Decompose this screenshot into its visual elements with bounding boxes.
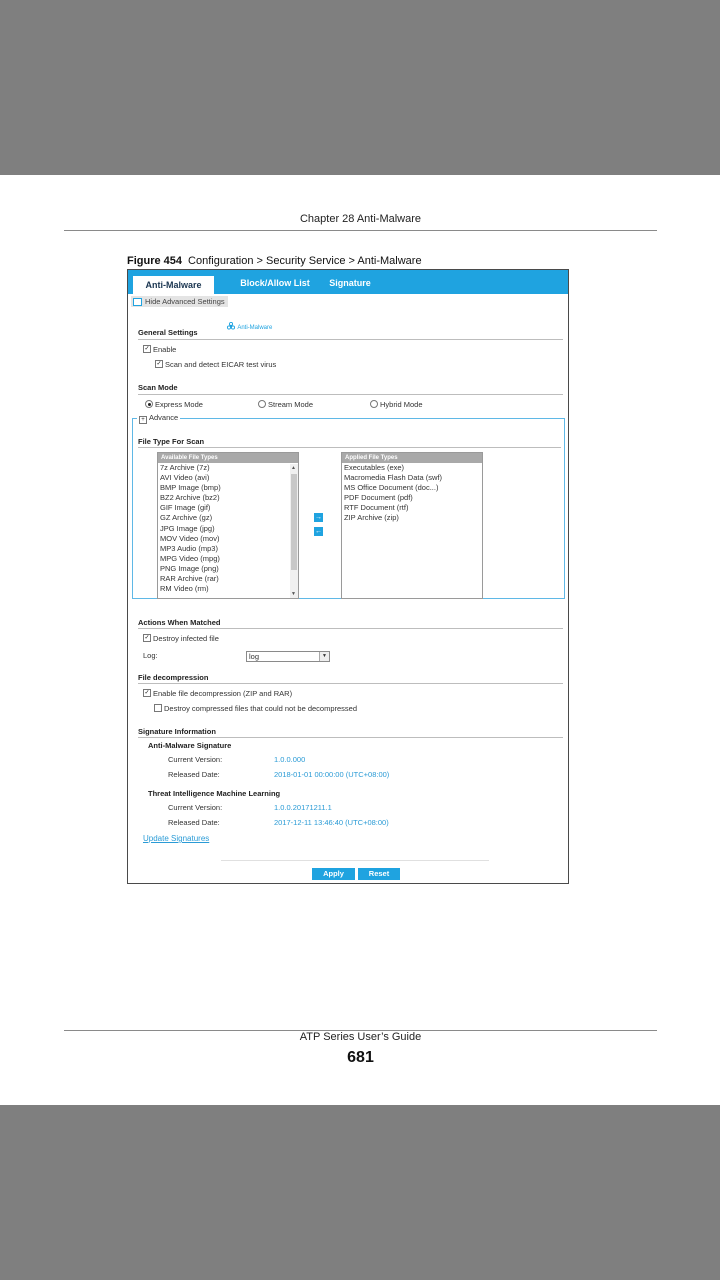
list-item[interactable]: RAR Archive (rar) (160, 574, 219, 584)
express-mode-radio[interactable] (145, 400, 153, 408)
destroy-compressed-label: Destroy compressed files that could not be decompressed (164, 704, 358, 713)
collapse-icon: + (139, 416, 147, 424)
list-item[interactable]: BMP Image (bmp) (160, 483, 221, 493)
tab-block-allow-list[interactable]: Block/Allow List (240, 278, 310, 288)
actions-divider (138, 628, 563, 629)
figure-label: Figure 454 (127, 255, 183, 267)
biohazard-icon (226, 322, 236, 330)
list-item[interactable]: Macromedia Flash Data (swf) (344, 473, 442, 483)
chapter-heading: Chapter 28 Anti-Malware (299, 213, 422, 225)
eicar-label: Scan and detect EICAR test virus (165, 360, 277, 369)
anti-malware-icon-label (226, 322, 272, 331)
list-item[interactable]: MS Office Document (doc...) (344, 483, 439, 493)
am-released-date-label: Released Date: (168, 770, 220, 779)
scroll-up-icon[interactable]: ▲ (291, 465, 296, 471)
ti-released-date-value: 2017-12-11 13:46:40 (UTC+08:00) (274, 818, 389, 827)
enable-label: Enable (153, 345, 177, 354)
chevron-down-icon: ▼ (319, 652, 329, 661)
list-item[interactable]: BZ2 Archive (bz2) (160, 493, 220, 503)
list-item[interactable]: PDF Document (pdf) (344, 493, 413, 503)
list-item[interactable]: RTF Document (rtf) (344, 503, 409, 513)
header-rule (64, 230, 657, 231)
eicar-checkbox[interactable]: ✓ (156, 361, 162, 367)
destroy-infected-checkbox[interactable]: ✓ (144, 635, 150, 641)
signature-divider (138, 737, 563, 738)
list-item[interactable]: RM Video (rm) (160, 584, 209, 594)
general-divider (138, 339, 563, 340)
ti-signature-title: Threat Intelligence Machine Learning (148, 789, 281, 798)
ti-released-date-label: Released Date: (168, 818, 220, 827)
scan-mode-title: Scan Mode (138, 383, 178, 392)
figure-caption (127, 255, 422, 267)
enable-decompression-label: Enable file decompression (ZIP and RAR) (153, 689, 293, 698)
file-type-divider (138, 447, 561, 448)
scan-mode-divider (138, 394, 563, 395)
list-item[interactable]: PNG Image (png) (160, 563, 219, 573)
button-divider (221, 860, 489, 861)
signature-info-title: Signature Information (138, 727, 216, 736)
footer-guide-title: ATP Series User’s Guide (299, 1031, 422, 1043)
am-released-date-value: 2018-01-01 00:00:00 (UTC+08:00) (274, 770, 390, 779)
tab-anti-malware[interactable]: Anti-Malware (133, 276, 214, 294)
available-file-types-list[interactable] (157, 452, 299, 599)
tab-bar (128, 270, 568, 294)
remove-file-type-button[interactable]: ← (315, 528, 322, 535)
destroy-compressed-checkbox[interactable] (154, 704, 162, 712)
ti-current-version-label: Current Version: (168, 803, 223, 812)
am-signature-title: Anti-Malware Signature (148, 741, 232, 750)
figure-caption-text: Configuration > Security Service > Anti-Malware (188, 255, 422, 267)
scroll-thumb[interactable] (291, 474, 297, 570)
stream-mode-label: Stream Mode (268, 400, 314, 409)
destroy-infected-label: Destroy infected file (153, 634, 219, 643)
hybrid-mode-label: Hybrid Mode (380, 400, 423, 409)
list-item[interactable]: MPG Video (mpg) (160, 553, 220, 563)
list-item[interactable]: AVI Video (avi) (160, 473, 210, 483)
decompression-divider (138, 683, 563, 684)
list-item[interactable]: MP3 Audio (mp3) (160, 543, 218, 553)
log-select[interactable] (246, 651, 330, 662)
general-settings-title: General Settings (138, 328, 198, 337)
document-page (0, 175, 720, 1105)
add-file-type-button[interactable]: → (315, 514, 322, 521)
hide-advanced-settings-button[interactable] (131, 296, 228, 307)
tab-signature[interactable]: Signature (329, 278, 371, 288)
express-mode-label: Express Mode (155, 400, 203, 409)
stream-mode-radio[interactable] (258, 400, 266, 408)
file-type-title: File Type For Scan (138, 437, 205, 446)
settings-toggle-icon (133, 298, 142, 306)
page-number: 681 (347, 1049, 374, 1066)
applied-header: Applied File Types (342, 453, 482, 463)
scroll-down-icon[interactable]: ▼ (291, 591, 296, 597)
list-item[interactable]: ZIP Archive (zip) (344, 513, 399, 523)
reset-button[interactable]: Reset (358, 868, 400, 880)
advance-toggle[interactable] (137, 413, 180, 424)
list-scrollbar[interactable] (290, 464, 298, 598)
anti-malware-label: Anti-Malware (237, 325, 273, 331)
hybrid-mode-radio[interactable] (370, 400, 378, 408)
list-item[interactable]: GIF Image (gif) (160, 503, 211, 513)
am-current-version-value: 1.0.0.000 (274, 755, 306, 764)
am-current-version-label: Current Version: (168, 755, 223, 764)
enable-decompression-checkbox[interactable]: ✓ (144, 690, 150, 696)
decompression-title: File decompression (138, 673, 209, 682)
apply-button[interactable]: Apply (312, 868, 355, 880)
advance-label: Advance (149, 413, 179, 422)
list-item[interactable]: JPG Image (jpg) (160, 523, 215, 533)
applied-file-types-list[interactable] (341, 452, 483, 599)
list-item[interactable]: GZ Archive (gz) (160, 513, 213, 523)
list-item[interactable]: Executables (exe) (344, 463, 405, 472)
update-signatures-link[interactable]: Update Signatures (143, 834, 210, 843)
log-select-value: log (249, 652, 260, 661)
actions-title: Actions When Matched (138, 618, 221, 627)
ti-current-version-value: 1.0.0.20171211.1 (274, 803, 332, 812)
list-item[interactable]: MOV Video (mov) (160, 533, 220, 543)
enable-checkbox[interactable]: ✓ (144, 346, 150, 352)
available-header: Available File Types (158, 453, 298, 463)
hide-advanced-label: Hide Advanced Settings (145, 297, 225, 306)
screenshot-frame (127, 269, 569, 884)
list-item[interactable]: 7z Archive (7z) (160, 463, 210, 472)
log-label: Log: (143, 651, 158, 660)
